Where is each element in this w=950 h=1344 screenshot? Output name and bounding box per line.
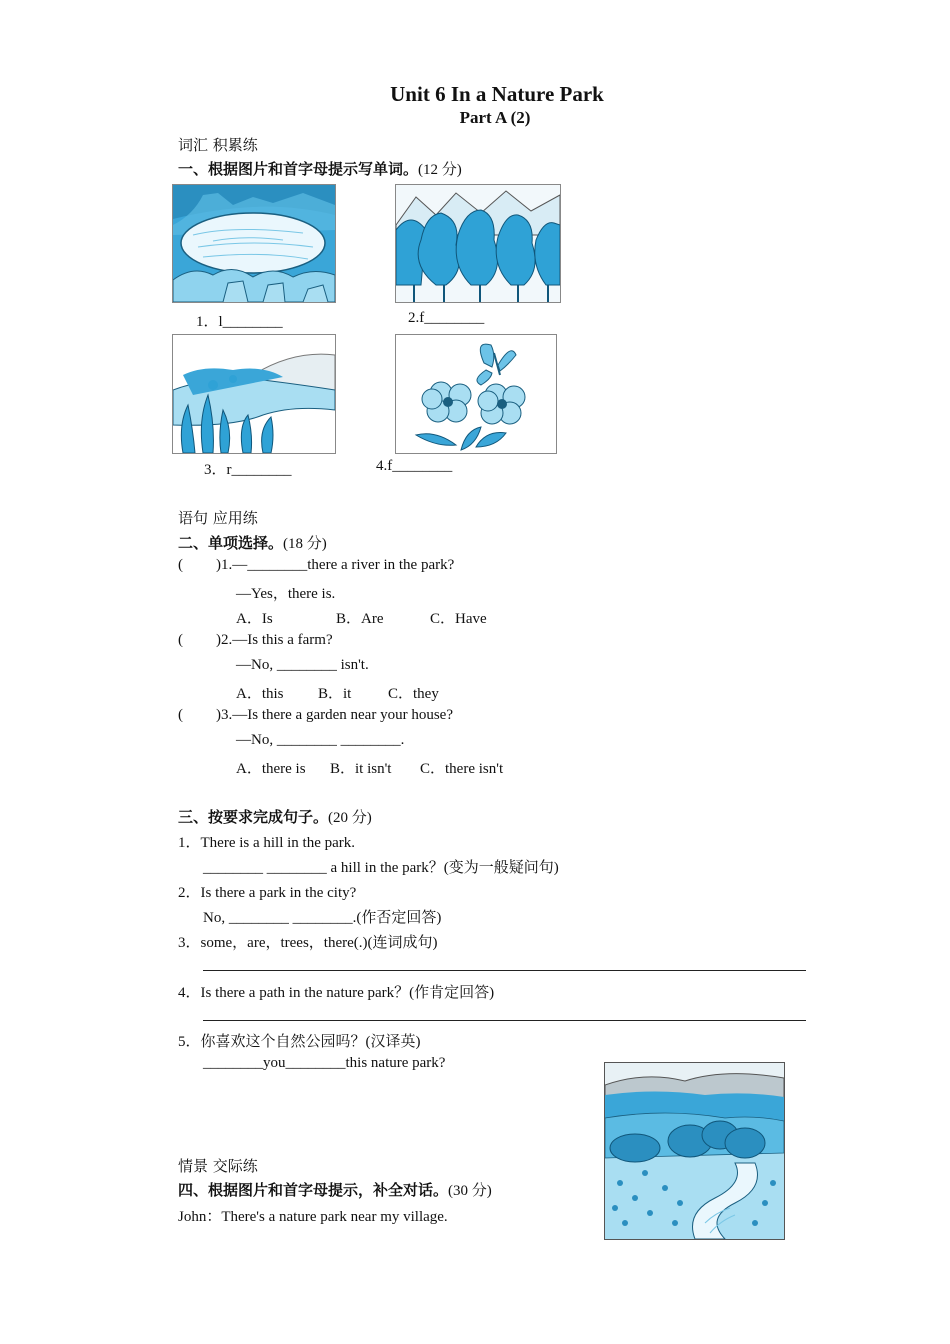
dialog-heading: 四、根据图片和首字母提示，补全对话。(30 分) [178,1181,492,1199]
complete-line-4: 4．Is there a path in the nature park？(作肯定回答) [178,985,495,1001]
complete-line-5: 5．你喜欢这个自然公园吗？(汉译英) [178,1034,421,1050]
question-2-option-c[interactable]: C．they [388,686,439,702]
sentence-category: 语句 应用练 [178,509,258,527]
complete-line-3: 3．some，are，trees，there(.)(连词成句) [178,935,438,951]
dialog-category: 情景 交际练 [178,1157,258,1175]
nature-park-picture [604,1062,785,1240]
question-3-option-c[interactable]: C．there isn't [420,761,504,777]
lake-picture [172,184,336,303]
answer-line-3[interactable] [203,970,806,971]
question-3-text: )3.—Is there a garden near your house? [216,707,453,723]
complete-line-1: 1．There is a hill in the park. [178,835,356,851]
complete-line-2-task[interactable]: No, ________ ________.(作否定回答) [203,910,442,926]
question-1-paren[interactable]: ( [178,557,183,573]
answer-line-4[interactable] [203,1020,806,1021]
question-1-option-c[interactable]: C．Have [430,611,487,627]
flower-picture [395,334,557,454]
page-title: Unit 6 In a Nature Park [390,82,604,106]
vocab-item-2[interactable]: 2.f________ [408,310,485,326]
question-3-paren[interactable]: ( [178,707,183,723]
vocab-item-4[interactable]: 4.f________ [376,458,453,474]
complete-line-1-task[interactable]: ________ ________ a hill in the park？(变为一般疑问句) [203,860,559,876]
question-2-answer: —No, ________ isn't. [236,657,369,673]
vocab-category: 词汇 积累练 [178,136,258,154]
question-2-option-a[interactable]: A．this [236,686,284,702]
river-picture [172,334,336,454]
question-3-option-b[interactable]: B．it isn't [330,761,392,777]
question-3-answer: —No, ________ ________. [236,732,405,748]
question-1-option-a[interactable]: A．Is [236,611,273,627]
question-2-paren[interactable]: ( [178,632,183,648]
forest-picture [395,184,561,303]
page-subtitle: Part A (2) [459,108,531,127]
vocab-item-1[interactable]: 1．l________ [196,314,283,330]
complete-line-2: 2．Is there a park in the city? [178,885,357,901]
vocab-item-3[interactable]: 3．r________ [204,462,292,478]
question-2-option-b[interactable]: B．it [318,686,352,702]
question-1-option-b[interactable]: B．Are [336,611,384,627]
dialog-line-1: John：There's a nature park near my village. [178,1209,448,1225]
question-3-option-a[interactable]: A．there is [236,761,306,777]
question-1-text: )1.—________there a river in the park? [216,557,455,573]
question-1-answer: —Yes，there is. [236,586,336,602]
complete-line-5-task[interactable]: ________you________this nature park? [203,1055,446,1071]
vocab-heading: 一、根据图片和首字母提示写单词。(12 分) [178,160,462,178]
question-2-text: )2.—Is this a farm? [216,632,333,648]
choice-heading: 二、单项选择。(18 分) [178,534,327,552]
complete-heading: 三、按要求完成句子。(20 分) [178,808,372,826]
